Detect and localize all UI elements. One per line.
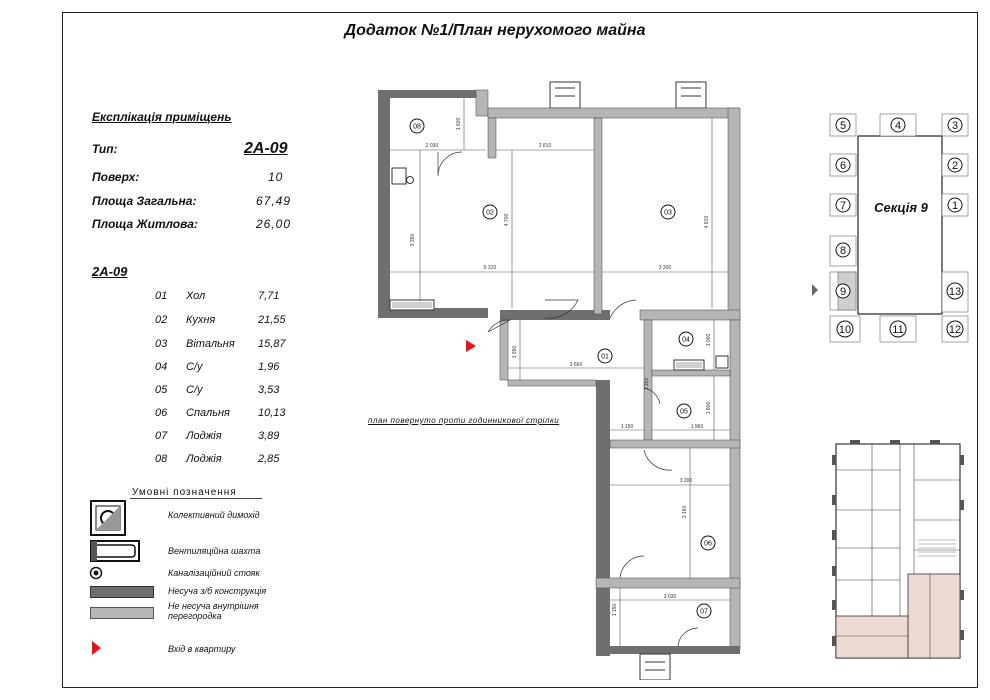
room-area: 3,89	[258, 430, 280, 442]
dimension-text: 1 650	[512, 345, 518, 359]
room-name: С/у	[186, 361, 203, 373]
room-name: Кухня	[186, 314, 216, 326]
dimension-text: 5 310	[483, 265, 497, 271]
room-label: 07	[700, 608, 708, 616]
dimension-text: 3 300	[658, 265, 672, 271]
room-name: Вітальня	[186, 338, 235, 350]
room-number: 01	[155, 290, 168, 302]
dimension-text: 2 810	[538, 143, 552, 149]
vent-shaft-icon	[90, 540, 140, 562]
section-cell: 1	[951, 200, 959, 212]
room-number: 04	[155, 361, 168, 373]
legend-label: Колективний димохід	[168, 510, 260, 520]
room-name: Лоджія	[186, 430, 222, 442]
room-number: 06	[155, 407, 168, 419]
room-number: 08	[155, 453, 168, 465]
dimension-text: 3 350	[410, 233, 416, 247]
room-name: Хол	[186, 290, 206, 302]
entrance-icon	[90, 640, 102, 656]
dimension-text: 3 030	[663, 594, 677, 600]
living-area-value: 26,00	[256, 217, 292, 231]
room-label: 02	[486, 209, 494, 217]
room-label: 03	[664, 209, 672, 217]
explication-heading: Експлікація приміщень	[92, 110, 232, 124]
section-cell: 2	[951, 160, 959, 172]
section-cell: 6	[839, 160, 847, 172]
dimension-text: 1 800	[706, 401, 712, 415]
dimension-text: 1 350	[644, 377, 650, 391]
total-area-value: 67,49	[256, 194, 292, 208]
room-area: 21,55	[258, 314, 286, 326]
room-label: 01	[601, 353, 609, 361]
room-name: Лоджія	[186, 453, 222, 465]
legend-label: Каналізаційний стояк	[168, 568, 260, 578]
dimension-text: 1 960	[690, 424, 704, 430]
dimension-text: 3 200	[679, 478, 693, 484]
section-cell: 7	[839, 200, 847, 212]
partition-icon	[90, 607, 154, 619]
legend-label: Не несуча внутрішня перегородка	[168, 601, 259, 621]
total-area-label: Площа Загальна:	[92, 194, 197, 208]
plan-orientation-note: план повернуто проти годинникової стрілки	[368, 416, 560, 425]
dimension-text: 1 150	[612, 603, 618, 617]
entrance-icon	[466, 340, 476, 352]
legend-divider	[130, 498, 262, 499]
dimension-text: 3 660	[569, 362, 583, 368]
legend-title: Умовні позначення	[132, 487, 237, 498]
type-value: 2А-09	[244, 140, 288, 157]
section-cell: 12	[948, 324, 962, 336]
section-label: Секція 9	[874, 200, 928, 215]
load-bearing-icon	[90, 586, 154, 598]
room-area: 7,71	[258, 290, 280, 302]
page-title: Додаток №1/План нерухомого майна	[344, 22, 646, 39]
dimension-text: 1 600	[456, 117, 462, 131]
section-cell: 13	[948, 286, 962, 298]
section-cell: 11	[892, 324, 904, 336]
dimension-text: 1 150	[620, 424, 634, 430]
floor-label: Поверх:	[92, 170, 140, 184]
section-cell-highlighted: 9	[839, 286, 847, 298]
type-label: Тип:	[92, 142, 118, 156]
section-cell: 4	[894, 120, 902, 132]
room-name: С/у	[186, 384, 203, 396]
room-label: 04	[682, 336, 690, 344]
room-area: 2,85	[258, 453, 280, 465]
chimney-icon	[90, 500, 126, 536]
room-label: 08	[413, 123, 421, 131]
section-map	[810, 100, 982, 350]
sewer-riser-icon	[89, 566, 103, 580]
room-number: 05	[155, 384, 168, 396]
legend-label: Несуча з/б конструкція	[168, 586, 267, 596]
room-area: 10,13	[258, 407, 286, 419]
rooms-heading: 2А-09	[92, 264, 128, 279]
room-number: 07	[155, 430, 168, 442]
living-area-label: Площа Житлова:	[92, 217, 198, 231]
dimension-text: 4 700	[504, 213, 510, 227]
dimension-text: 3 160	[682, 505, 688, 519]
section-cell: 8	[839, 245, 847, 257]
room-label: 05	[680, 408, 688, 416]
room-area: 15,87	[258, 338, 286, 350]
legend-label: Вентиляційна шахта	[168, 546, 261, 556]
floor-plan	[370, 78, 770, 680]
room-area: 3,53	[258, 384, 280, 396]
section-cell: 5	[839, 120, 847, 132]
dimension-text: 1 000	[706, 333, 712, 347]
room-label: 06	[704, 540, 712, 548]
legend-label: Вхід в квартиру	[168, 644, 236, 654]
building-key-plan	[826, 440, 972, 662]
section-cell: 3	[951, 120, 959, 132]
room-name: Спальня	[186, 407, 230, 419]
section-cell: 10	[838, 324, 852, 336]
floor-value: 10	[268, 170, 284, 184]
room-number: 03	[155, 338, 168, 350]
dimension-text: 2 030	[425, 143, 439, 149]
room-number: 02	[155, 314, 168, 326]
dimension-text: 4 810	[704, 215, 710, 229]
room-area: 1,96	[258, 361, 280, 373]
